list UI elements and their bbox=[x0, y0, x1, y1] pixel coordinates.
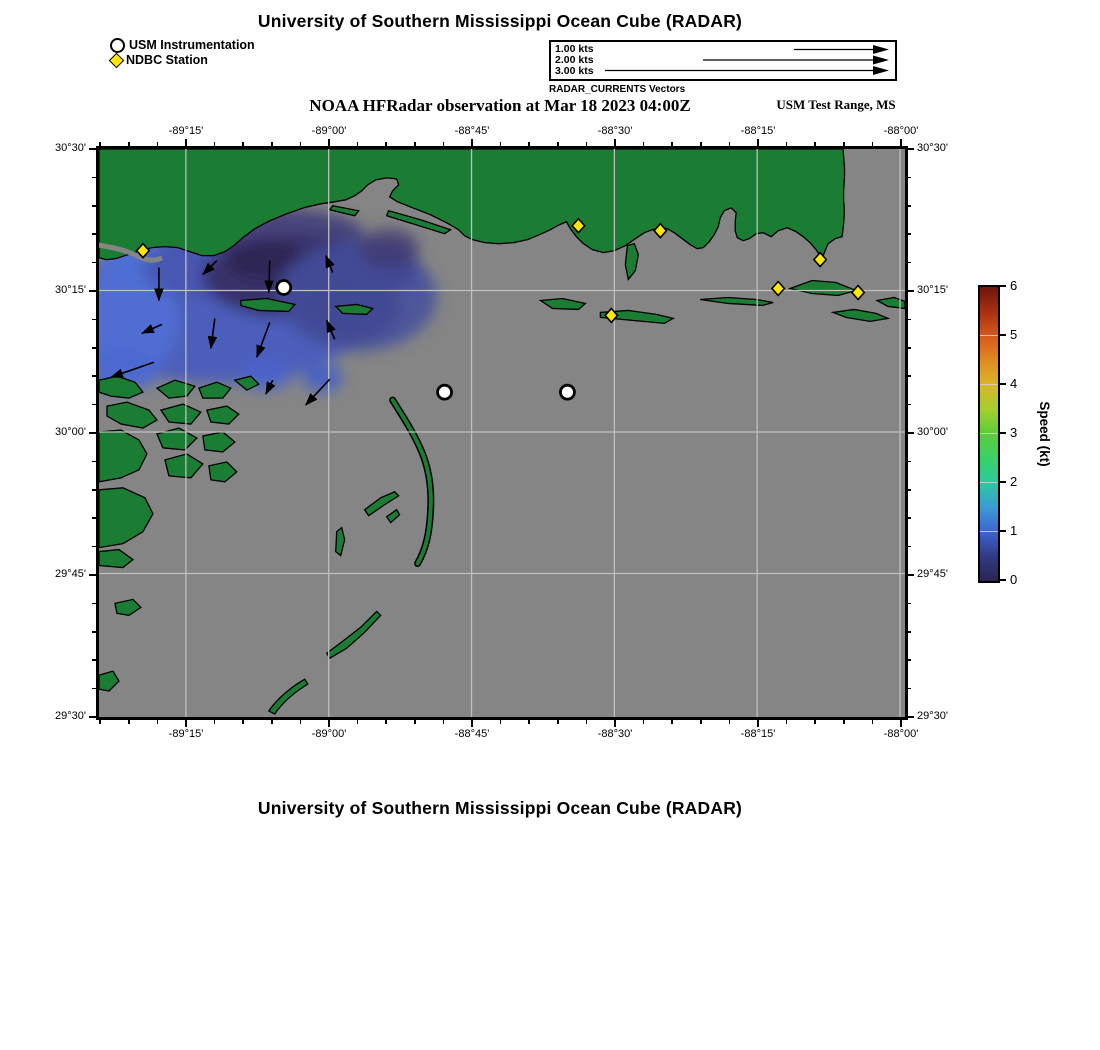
speed-blob bbox=[303, 364, 343, 392]
lon-label-bottom: -89°15' bbox=[168, 728, 204, 740]
legend-usm-label: USM Instrumentation bbox=[129, 38, 255, 52]
key-arrow-head bbox=[873, 66, 889, 75]
lon-tick-top bbox=[557, 142, 559, 146]
colorbar-tick bbox=[1000, 481, 1006, 483]
vector-key-caption: RADAR_CURRENTS Vectors bbox=[549, 84, 686, 95]
lon-tick-top bbox=[586, 142, 588, 146]
lon-tick-bottom bbox=[99, 720, 101, 724]
lat-tick-right bbox=[907, 262, 911, 264]
lat-tick-right bbox=[907, 489, 911, 491]
lon-tick-top bbox=[271, 142, 273, 146]
lon-tick-bottom bbox=[814, 720, 816, 724]
lon-tick-bottom bbox=[614, 720, 616, 727]
lat-tick-right bbox=[907, 177, 911, 179]
lon-tick-bottom bbox=[185, 720, 187, 727]
lon-tick-bottom bbox=[385, 720, 387, 724]
key-arrow-head bbox=[873, 45, 889, 54]
lon-tick-top bbox=[843, 142, 845, 146]
colorbar-tick-label: 0 bbox=[1010, 572, 1018, 587]
lon-label-bottom: -88°30' bbox=[597, 728, 633, 740]
lat-label-right: 30°00' bbox=[917, 426, 948, 438]
lat-label-right: 29°30' bbox=[917, 710, 948, 722]
current-vector-arrow bbox=[269, 261, 270, 293]
lon-tick-top bbox=[328, 139, 330, 146]
lat-tick-left bbox=[92, 659, 96, 661]
vector-key-arrows bbox=[551, 42, 894, 78]
colorbar-gridline bbox=[980, 433, 998, 434]
lon-tick-top bbox=[729, 142, 731, 146]
lat-tick-right bbox=[907, 347, 911, 349]
lat-tick-left bbox=[89, 716, 96, 718]
colorbar-tick-label: 3 bbox=[1010, 425, 1018, 440]
lat-tick-right bbox=[907, 404, 911, 406]
lon-tick-bottom bbox=[242, 720, 244, 724]
colorbar-tick-label: 1 bbox=[1010, 523, 1018, 538]
colorbar-tick-label: 6 bbox=[1010, 278, 1018, 293]
vector-key-1kt-label: 1.00 kts bbox=[555, 43, 594, 55]
key-arrow-head bbox=[873, 56, 889, 65]
lat-tick-left bbox=[89, 290, 96, 292]
lon-tick-bottom bbox=[843, 720, 845, 724]
lat-label-left: 30°15' bbox=[55, 284, 86, 296]
lon-tick-bottom bbox=[500, 720, 502, 724]
lon-tick-top bbox=[300, 142, 302, 146]
lon-tick-bottom bbox=[757, 720, 759, 727]
lat-tick-left bbox=[89, 432, 96, 434]
colorbar-tick bbox=[1000, 334, 1006, 336]
lat-label-right: 30°15' bbox=[917, 284, 948, 296]
colorbar-tick bbox=[1000, 383, 1006, 385]
lat-tick-left bbox=[92, 631, 96, 633]
colorbar-tick-label: 4 bbox=[1010, 376, 1018, 391]
lat-tick-right bbox=[907, 233, 911, 235]
speed-blob bbox=[359, 229, 419, 269]
lon-tick-top bbox=[385, 142, 387, 146]
lon-tick-bottom bbox=[586, 720, 588, 724]
lon-tick-bottom bbox=[471, 720, 473, 727]
lat-tick-left bbox=[92, 489, 96, 491]
usm-instrument-marker bbox=[560, 385, 574, 399]
colorbar-gridline bbox=[980, 384, 998, 385]
lon-tick-bottom bbox=[443, 720, 445, 724]
test-range-label: USM Test Range, MS bbox=[776, 97, 896, 112]
lon-tick-bottom bbox=[643, 720, 645, 724]
lat-tick-left bbox=[92, 404, 96, 406]
bottom-title: University of Southern Mississippi Ocean Cube (RADAR) bbox=[257, 798, 743, 818]
lon-label-top: -88°30' bbox=[597, 125, 633, 137]
lon-tick-top bbox=[643, 142, 645, 146]
lat-tick-left bbox=[92, 347, 96, 349]
lon-tick-top bbox=[128, 142, 130, 146]
lat-label-left: 29°45' bbox=[55, 568, 86, 580]
usm-instrument-marker bbox=[438, 385, 452, 399]
lon-tick-bottom bbox=[557, 720, 559, 724]
lon-label-bottom: -88°45' bbox=[454, 728, 490, 740]
lon-tick-bottom bbox=[300, 720, 302, 724]
lat-tick-left bbox=[92, 205, 96, 207]
lat-label-left: 30°00' bbox=[55, 426, 86, 438]
lat-tick-right bbox=[907, 205, 911, 207]
lon-tick-bottom bbox=[900, 720, 902, 727]
lat-tick-left bbox=[92, 517, 96, 519]
lat-tick-right bbox=[907, 432, 914, 434]
usm-instrument-marker bbox=[277, 281, 291, 295]
colorbar-tick bbox=[1000, 432, 1006, 434]
lon-tick-bottom bbox=[157, 720, 159, 724]
lat-tick-right bbox=[907, 148, 914, 150]
lon-tick-top bbox=[242, 142, 244, 146]
lat-tick-right bbox=[907, 631, 911, 633]
lon-label-top: -88°15' bbox=[740, 125, 776, 137]
lon-label-top: -88°00' bbox=[883, 125, 919, 137]
lat-tick-right bbox=[907, 546, 911, 548]
lon-label-bottom: -89°00' bbox=[311, 728, 347, 740]
observation-subtitle: NOAA HFRadar observation at Mar 18 2023 04:00Z bbox=[309, 96, 691, 115]
lat-tick-left bbox=[89, 574, 96, 576]
page-title: University of Southern Mississippi Ocean Cube (RADAR) bbox=[257, 11, 743, 31]
lon-tick-top bbox=[414, 142, 416, 146]
lat-tick-right bbox=[907, 688, 911, 690]
lon-tick-top bbox=[786, 142, 788, 146]
legend-ndbc-label: NDBC Station bbox=[126, 53, 208, 67]
lon-tick-top bbox=[185, 139, 187, 146]
lon-tick-bottom bbox=[271, 720, 273, 724]
lon-tick-top bbox=[157, 142, 159, 146]
colorbar-gridline bbox=[980, 482, 998, 483]
lon-label-top: -89°15' bbox=[168, 125, 204, 137]
vector-key-3kt-label: 3.00 kts bbox=[555, 64, 594, 77]
colorbar-tick-label: 5 bbox=[1010, 327, 1018, 342]
lat-tick-left bbox=[92, 262, 96, 264]
lon-tick-top bbox=[700, 142, 702, 146]
lat-tick-right bbox=[907, 290, 914, 292]
lat-label-left: 29°30' bbox=[55, 710, 86, 722]
lon-tick-bottom bbox=[128, 720, 130, 724]
lon-tick-bottom bbox=[357, 720, 359, 724]
lon-tick-bottom bbox=[214, 720, 216, 724]
lat-tick-left bbox=[92, 461, 96, 463]
lat-tick-right bbox=[907, 603, 911, 605]
lon-tick-bottom bbox=[414, 720, 416, 724]
lat-tick-right bbox=[907, 517, 911, 519]
lat-tick-left bbox=[92, 319, 96, 321]
lon-tick-top bbox=[757, 139, 759, 146]
ndbc-station-icon bbox=[109, 53, 125, 69]
lon-tick-bottom bbox=[729, 720, 731, 724]
lon-tick-top bbox=[471, 139, 473, 146]
lon-tick-top bbox=[872, 142, 874, 146]
lon-tick-bottom bbox=[328, 720, 330, 727]
colorbar-gridline bbox=[980, 335, 998, 336]
lon-tick-bottom bbox=[786, 720, 788, 724]
lon-tick-top bbox=[614, 139, 616, 146]
vector-scale-key bbox=[549, 40, 897, 81]
colorbar-title: Speed (kt) bbox=[1037, 401, 1052, 467]
lon-label-bottom: -88°00' bbox=[883, 728, 919, 740]
legend-usm-instrumentation bbox=[110, 38, 255, 53]
colorbar-tick bbox=[1000, 579, 1006, 581]
map-panel bbox=[96, 146, 908, 720]
lon-tick-top bbox=[99, 142, 101, 146]
colorbar-tick bbox=[1000, 530, 1006, 532]
usm-instrument-icon bbox=[110, 38, 125, 53]
lon-tick-top bbox=[443, 142, 445, 146]
legend-ndbc-station bbox=[110, 53, 208, 68]
lat-tick-left bbox=[92, 375, 96, 377]
lon-label-top: -89°00' bbox=[311, 125, 347, 137]
lat-tick-right bbox=[907, 461, 911, 463]
lat-label-right: 29°45' bbox=[917, 568, 948, 580]
lat-tick-left bbox=[92, 177, 96, 179]
lat-tick-right bbox=[907, 716, 914, 718]
lat-tick-left bbox=[89, 148, 96, 150]
map-canvas bbox=[99, 149, 905, 717]
lon-tick-top bbox=[900, 139, 902, 146]
lat-tick-left bbox=[92, 688, 96, 690]
lon-tick-top bbox=[671, 142, 673, 146]
colorbar-tick bbox=[1000, 285, 1006, 287]
colorbar-tick-label: 2 bbox=[1010, 474, 1018, 489]
lon-tick-bottom bbox=[700, 720, 702, 724]
lon-tick-bottom bbox=[671, 720, 673, 724]
lat-tick-right bbox=[907, 375, 911, 377]
lat-label-left: 30°30' bbox=[55, 142, 86, 154]
lon-tick-top bbox=[214, 142, 216, 146]
lat-tick-left bbox=[92, 233, 96, 235]
lat-tick-left bbox=[92, 546, 96, 548]
colorbar-gridline bbox=[980, 531, 998, 532]
lon-tick-bottom bbox=[528, 720, 530, 724]
lon-tick-top bbox=[814, 142, 816, 146]
lat-tick-right bbox=[907, 659, 911, 661]
lat-tick-right bbox=[907, 319, 911, 321]
lon-tick-top bbox=[500, 142, 502, 146]
lon-tick-top bbox=[357, 142, 359, 146]
lon-tick-top bbox=[528, 142, 530, 146]
lat-tick-right bbox=[907, 574, 914, 576]
lon-label-bottom: -88°15' bbox=[740, 728, 776, 740]
lon-tick-bottom bbox=[872, 720, 874, 724]
lat-label-right: 30°30' bbox=[917, 142, 948, 154]
lon-label-top: -88°45' bbox=[454, 125, 490, 137]
lat-tick-left bbox=[92, 603, 96, 605]
vector-key-2kt-label: 2.00 kts bbox=[555, 54, 594, 66]
